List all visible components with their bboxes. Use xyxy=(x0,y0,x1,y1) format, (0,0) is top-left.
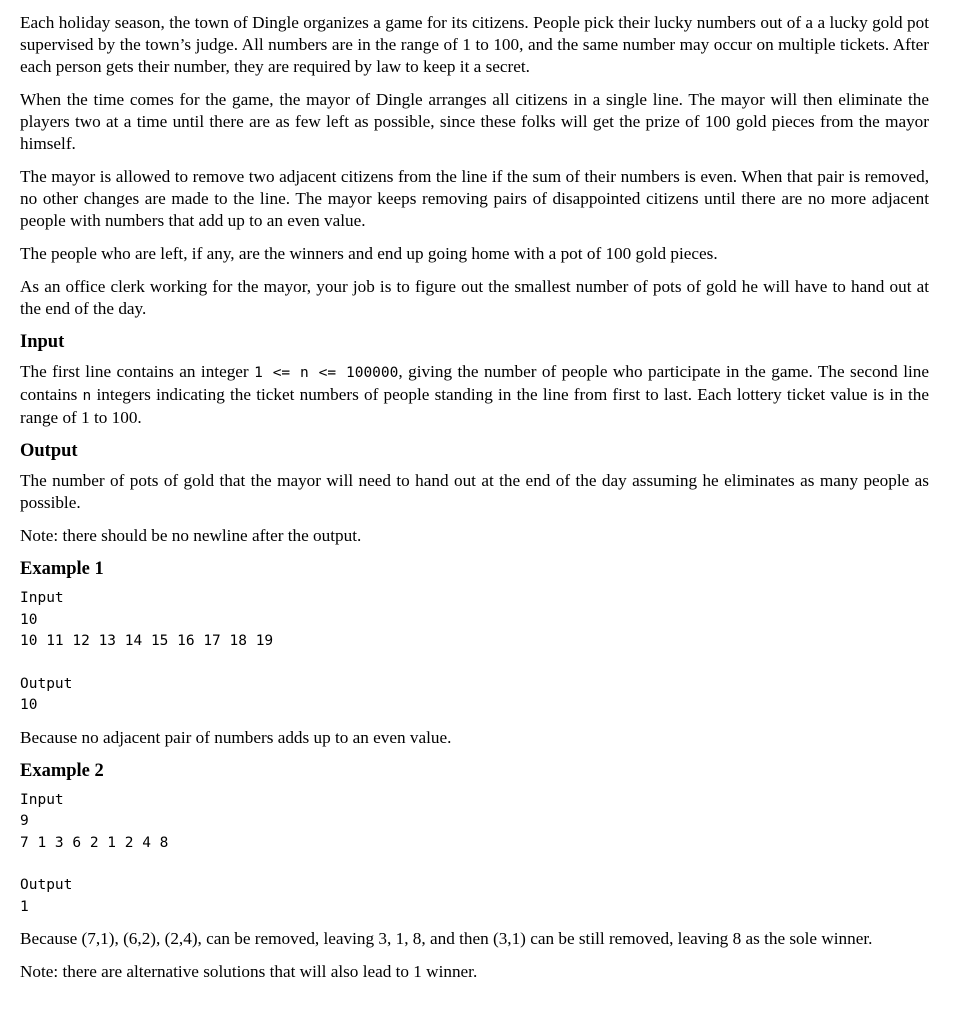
example-2-output-label: Output xyxy=(20,877,73,893)
input-text-2: , giving the number of people who participate in the game. The second line contains xyxy=(20,362,929,404)
input-n-code: n xyxy=(82,388,92,404)
intro-paragraph-1: Each holiday season, the town of Dingle organizes a game for its citizens. People pick their lucky numbers out of a a lucky gold pot supervised by the town’s judge. All numbers are in the range of 1 to 100, and the same number may occur on multiple tickets. After each person gets their number, they are required by law to keep it a secret. xyxy=(20,13,929,76)
example-1-output-line-1: 10 xyxy=(20,697,38,713)
example-2-input-line-1: 9 xyxy=(20,813,29,829)
example-1-spacer xyxy=(20,653,929,674)
output-description: The number of pots of gold that the mayor will need to hand out at the end of the day assuming he eliminates as many people as possible. xyxy=(20,471,929,512)
example-1-heading: Example 1 xyxy=(20,559,104,579)
example-1-input-line-1: 10 xyxy=(20,611,38,628)
example-1-explanation: Because no adjacent pair of numbers adds up to an even value. xyxy=(20,727,452,747)
example-2-input-line-2: 7 1 3 6 2 1 2 4 8 xyxy=(20,834,169,851)
input-heading: Input xyxy=(20,332,65,352)
input-description xyxy=(20,361,929,429)
example-2-spacer xyxy=(20,854,929,875)
example-2-note: Note: there are alternative solutions that will also lead to 1 winner. xyxy=(20,962,478,981)
example-2-input-label: Input xyxy=(20,791,64,808)
example-2-heading: Example 2 xyxy=(20,760,104,781)
intro-paragraph-5: As an office clerk working for the mayor, your job is to figure out the smallest number of pots of gold he will have to hand out at the end of the day. xyxy=(20,277,929,318)
example-1-io xyxy=(20,588,929,717)
input-constraint-code: 1 <= n <= 100000 xyxy=(254,365,399,381)
example-1-input-line-2: 10 11 12 13 14 15 16 17 18 19 xyxy=(20,633,274,649)
output-heading: Output xyxy=(20,441,78,461)
example-1-input-label: Input xyxy=(20,590,64,606)
output-note: Note: there should be no newline after the output. xyxy=(20,526,362,545)
intro-paragraph-4: The people who are left, if any, are the winners and end up going home with a pot of 100 gold pieces. xyxy=(20,244,718,263)
intro-paragraph-2: When the time comes for the game, the mayor of Dingle arranges all citizens in a single line. The mayor will then eliminate the players two at a time until there are as few left as possible, since these folks will get the prize of 100 gold pieces from the mayor himself. xyxy=(20,90,929,153)
example-2-explanation: Because (7,1), (6,2), (2,4), can be removed, leaving 3, 1, 8, and then (3,1) can be still removed, leaving 8 as the sole winner. xyxy=(20,929,873,948)
input-text-3: integers indicating the ticket numbers of people standing in the line from first to last. Each lottery ticket value is in the range of 1 to 100. xyxy=(20,385,930,427)
intro-paragraph-3: The mayor is allowed to remove two adjacent citizens from the line if the sum of their numbers is even. When that pair is removed, no other changes are made to the line. The mayor keeps removing pairs of disappointed citizens until there are no more adjacent people with numbers that add up to an even value. xyxy=(20,167,929,230)
example-2-output-line-1: 1 xyxy=(20,898,29,915)
input-text-1: The first line contains an integer xyxy=(20,362,255,381)
example-1-output-label: Output xyxy=(20,675,73,692)
example-2-io xyxy=(20,790,929,919)
